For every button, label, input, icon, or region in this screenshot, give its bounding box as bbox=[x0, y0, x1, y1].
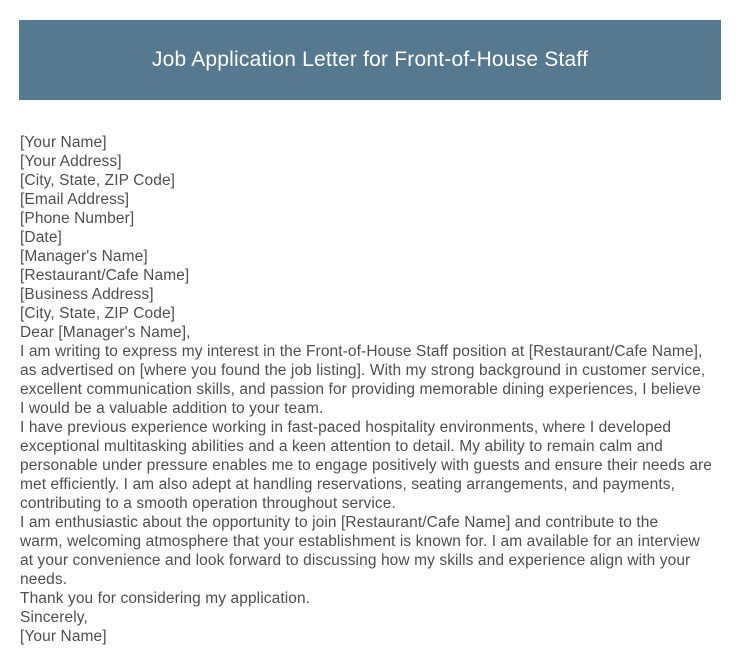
letter-body bbox=[20, 133, 732, 646]
letter-line: [Your Name] bbox=[20, 134, 107, 151]
letter-line: Sincerely, bbox=[20, 609, 88, 626]
letter-line: [City, State, ZIP Code] bbox=[20, 305, 176, 322]
letter-line: as advertised on [where you found the job listing]. With my strong background in customer service, bbox=[20, 362, 706, 379]
letter-line: [Email Address] bbox=[20, 191, 130, 208]
letter-line: contributing to a smooth operation throughout service. bbox=[20, 495, 396, 512]
letter-line: [Restaurant/Cafe Name] bbox=[20, 267, 190, 284]
letter-line: excellent communication skills, and passion for providing memorable dining experiences, I believe bbox=[20, 381, 701, 398]
letter-line: Thank you for considering my application. bbox=[20, 590, 311, 607]
letter-line: [Your Name] bbox=[20, 628, 107, 645]
letter-line: I am writing to express my interest in the Front-of-House Staff position at [Restaurant/Cafe Name], bbox=[20, 343, 703, 360]
letter-line: I would be a valuable addition to your team. bbox=[20, 400, 324, 417]
letter-line: warm, welcoming atmosphere that your establishment is known for. I am available for an interview bbox=[20, 533, 700, 550]
page-title: Job Application Letter for Front-of-House Staff bbox=[151, 48, 589, 71]
letter-line: exceptional multitasking abilities and a keen attention to detail. My ability to remain calm and bbox=[20, 438, 663, 455]
letter-line: [Business Address] bbox=[20, 286, 154, 303]
letter-line: [Phone Number] bbox=[20, 210, 135, 227]
letter-line: met efficiently. I am also adept at handling reservations, seating arrangements, and payments, bbox=[20, 476, 676, 493]
letter-line: personable under pressure enables me to engage positively with guests and ensure their needs are bbox=[20, 457, 713, 474]
letter-line: Dear [Manager's Name], bbox=[20, 324, 191, 341]
letter-line: [City, State, ZIP Code] bbox=[20, 172, 176, 189]
letter-line: I am enthusiastic about the opportunity to join [Restaurant/Cafe Name] and contribute to the bbox=[20, 514, 659, 531]
letter-line: I have previous experience working in fast-paced hospitality environments, where I developed bbox=[20, 419, 672, 436]
letter-line: [Date] bbox=[20, 229, 62, 246]
letter-line: [Manager's Name] bbox=[20, 248, 148, 265]
header-band bbox=[19, 20, 721, 100]
letter-line: needs. bbox=[20, 571, 68, 588]
letter-line: at your convenience and look forward to discussing how my skills and experience align with your bbox=[20, 552, 691, 569]
letter-line: [Your Address] bbox=[20, 153, 122, 170]
